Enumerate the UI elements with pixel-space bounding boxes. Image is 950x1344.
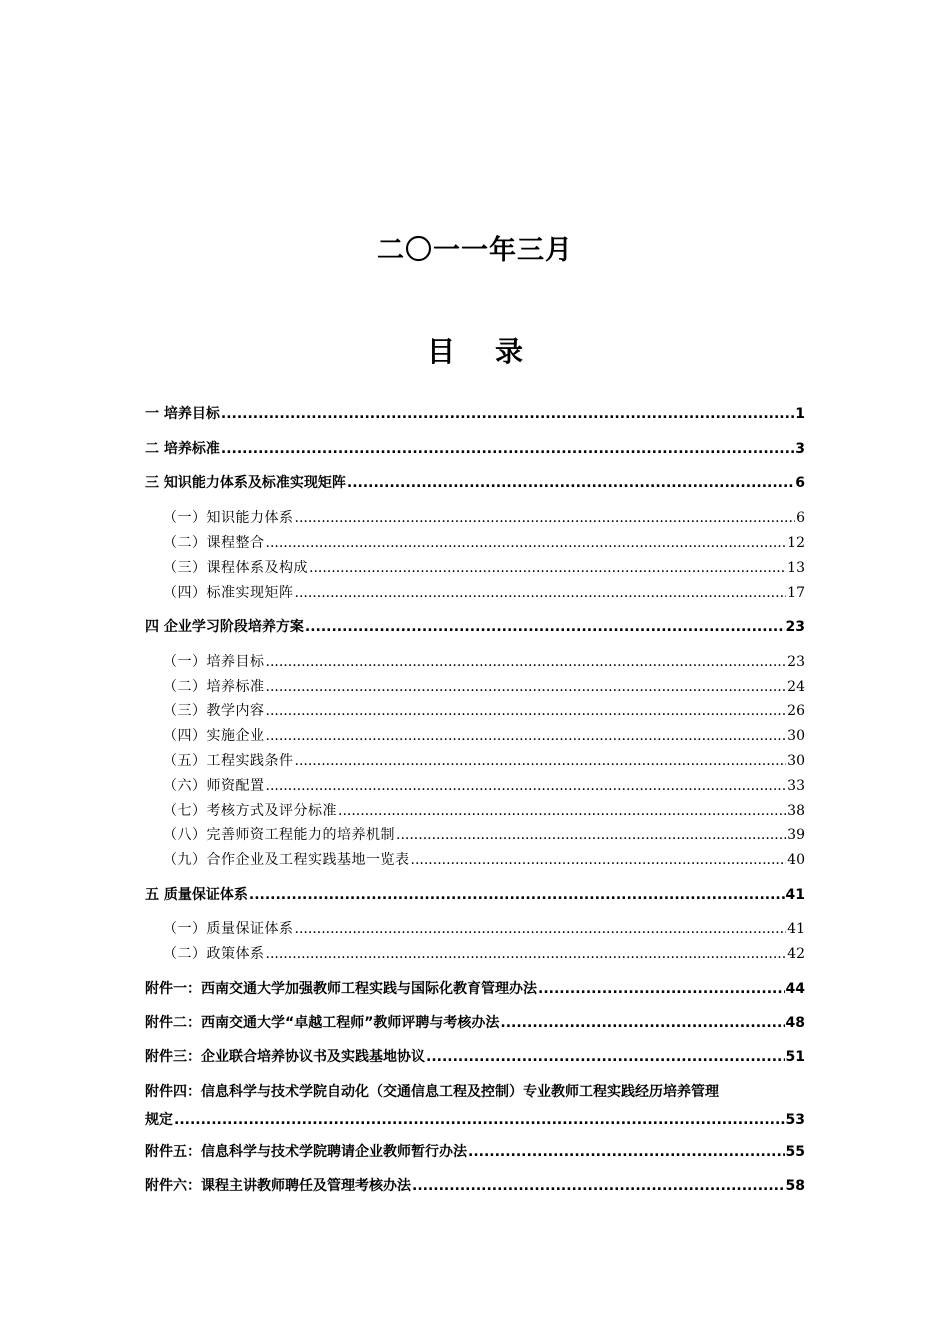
toc-leader	[266, 703, 787, 719]
toc-entry-line2	[145, 1109, 805, 1129]
toc-page-number: 38	[787, 803, 805, 819]
toc-leader	[309, 560, 786, 576]
toc-entry-4-7[interactable]	[145, 800, 805, 820]
toc-entry-5-2[interactable]	[145, 943, 805, 963]
toc-entry-3[interactable]	[145, 472, 805, 492]
toc-leader	[538, 981, 785, 997]
toc-entry-1[interactable]	[145, 403, 805, 423]
toc-appendix-5[interactable]	[145, 1141, 805, 1161]
toc-leader	[295, 753, 787, 769]
toc-entry-4-9[interactable]	[145, 849, 805, 869]
toc-leader	[249, 887, 785, 903]
toc-leader	[266, 946, 787, 962]
toc-entry-label: 附件二：西南交通大学“卓越工程师”教师评聘与考核办法	[145, 1015, 500, 1031]
toc-title	[0, 330, 950, 370]
toc-entry-label: 四 企业学习阶段培养方案	[145, 619, 304, 635]
toc-leader	[266, 679, 787, 695]
toc-page-number: 44	[785, 981, 805, 997]
toc-entry-label: （八）完善师资工程能力的培养机制	[163, 827, 395, 843]
toc-leader	[266, 535, 787, 551]
toc-leader	[426, 1049, 785, 1065]
toc-page-number: 53	[785, 1112, 805, 1128]
date-heading: 二〇一一年三月	[377, 235, 573, 266]
toc-leader	[266, 654, 787, 670]
toc-appendix-3[interactable]	[145, 1046, 805, 1066]
toc-entry-label: 五 质量保证体系	[145, 887, 248, 903]
toc-entry-label: 三 知识能力体系及标准实现矩阵	[145, 475, 346, 491]
toc-appendix-2[interactable]	[145, 1012, 805, 1032]
toc-entry-3-3[interactable]	[145, 557, 805, 577]
toc-leader	[305, 619, 785, 635]
toc-entry-label: （二）培养标准	[163, 679, 265, 695]
toc-leader	[295, 921, 787, 937]
toc-entry-4-6[interactable]	[145, 775, 805, 795]
toc-page-number: 24	[787, 679, 805, 695]
toc-entry-label: （四）实施企业	[163, 728, 265, 744]
toc-page-number: 12	[787, 535, 805, 551]
toc-leader	[221, 406, 794, 422]
toc-leader	[500, 1015, 784, 1031]
toc-entry-4-8[interactable]	[145, 824, 805, 844]
toc-entry-label-line1: 附件四：信息科学与技术学院自动化（交通信息工程及控制）专业教师工程实践经历培养管理	[145, 1084, 719, 1100]
toc-entry-5[interactable]	[145, 884, 805, 904]
toc-page-number: 23	[785, 619, 805, 635]
toc-page-number: 39	[787, 827, 805, 843]
toc-entry-label: （三）课程体系及构成	[163, 560, 308, 576]
toc-leader	[221, 441, 794, 457]
toc-leader	[347, 475, 794, 491]
toc-entry-4-1[interactable]	[145, 651, 805, 671]
toc-page-number: 13	[787, 560, 805, 576]
toc-entry-4-4[interactable]	[145, 725, 805, 745]
toc-page-number: 41	[785, 887, 805, 903]
toc-entry-4-2[interactable]	[145, 676, 805, 696]
toc-entry-label: （二）课程整合	[163, 535, 265, 551]
toc-entry-label: （一）知识能力体系	[163, 510, 294, 526]
toc-entry-label: （一）质量保证体系	[163, 921, 294, 937]
toc-page-number: 58	[785, 1178, 805, 1194]
toc-entry-4-5[interactable]	[145, 750, 805, 770]
toc-page-number: 41	[787, 921, 805, 937]
toc-entry-label: 一 培养目标	[145, 406, 220, 422]
toc-leader	[174, 1112, 785, 1128]
toc-page-number: 6	[796, 510, 805, 526]
toc-leader	[295, 585, 787, 601]
toc-title-char-1: 目	[426, 335, 455, 368]
toc-page-number: 55	[785, 1144, 805, 1160]
toc-entry-label: 附件五：信息科学与技术学院聘请企业教师暂行办法	[145, 1144, 467, 1160]
toc-page-number: 3	[795, 441, 805, 457]
toc-entry-label: （五）工程实践条件	[163, 753, 294, 769]
toc-entry-label: （二）政策体系	[163, 946, 265, 962]
toc-entry-label: （三）教学内容	[163, 703, 265, 719]
toc-entry-5-1[interactable]	[145, 918, 805, 938]
toc-entry-label: （六）师资配置	[163, 778, 265, 794]
toc-appendix-6[interactable]	[145, 1175, 805, 1195]
toc-appendix-1[interactable]	[145, 978, 805, 998]
toc-entry-3-1[interactable]	[145, 507, 805, 527]
toc-title-char-2: 录	[495, 335, 524, 368]
toc-entry-3-4[interactable]	[145, 582, 805, 602]
toc-entry-4-3[interactable]	[145, 700, 805, 720]
toc-entry-label: 附件六：课程主讲教师聘任及管理考核办法	[145, 1178, 411, 1194]
toc-page-number: 17	[787, 585, 805, 601]
toc-entry-label: （七）考核方式及评分标准	[163, 803, 337, 819]
toc-entry-label: 附件一：西南交通大学加强教师工程实践与国际化教育管理办法	[145, 981, 537, 997]
toc-entry-label-line2: 规定	[145, 1112, 173, 1128]
toc-entry-3-2[interactable]	[145, 532, 805, 552]
toc-leader	[412, 1178, 785, 1194]
toc-page-number: 51	[785, 1049, 805, 1065]
toc-page-number: 33	[787, 778, 805, 794]
toc-entry-2[interactable]	[145, 438, 805, 458]
toc-page-number: 6	[795, 475, 805, 491]
toc-entry-label: 附件三：企业联合培养协议书及实践基地协议	[145, 1049, 425, 1065]
toc-leader	[295, 510, 796, 526]
toc-page-number: 26	[787, 703, 805, 719]
toc-page-number: 48	[785, 1015, 805, 1031]
toc-leader	[468, 1144, 785, 1160]
toc-leader	[411, 852, 787, 868]
toc-page-number: 30	[787, 753, 805, 769]
toc-page-number: 1	[795, 406, 805, 422]
toc-entry-4[interactable]	[145, 616, 805, 636]
toc-entry-label: （一）培养目标	[163, 654, 265, 670]
toc-page-number: 42	[787, 946, 805, 962]
toc-appendix-4[interactable]	[145, 1081, 805, 1129]
toc-leader	[266, 778, 787, 794]
toc-page-number: 40	[787, 852, 805, 868]
toc-leader	[338, 803, 786, 819]
toc-entry-label: 二 培养标准	[145, 441, 220, 457]
toc-entry-label: （九）合作企业及工程实践基地一览表	[163, 852, 410, 868]
toc-leader	[396, 827, 786, 843]
toc-leader	[266, 728, 787, 744]
toc-page-number: 23	[787, 654, 805, 670]
toc-entry-label: （四）标准实现矩阵	[163, 585, 294, 601]
toc-page-number: 30	[787, 728, 805, 744]
